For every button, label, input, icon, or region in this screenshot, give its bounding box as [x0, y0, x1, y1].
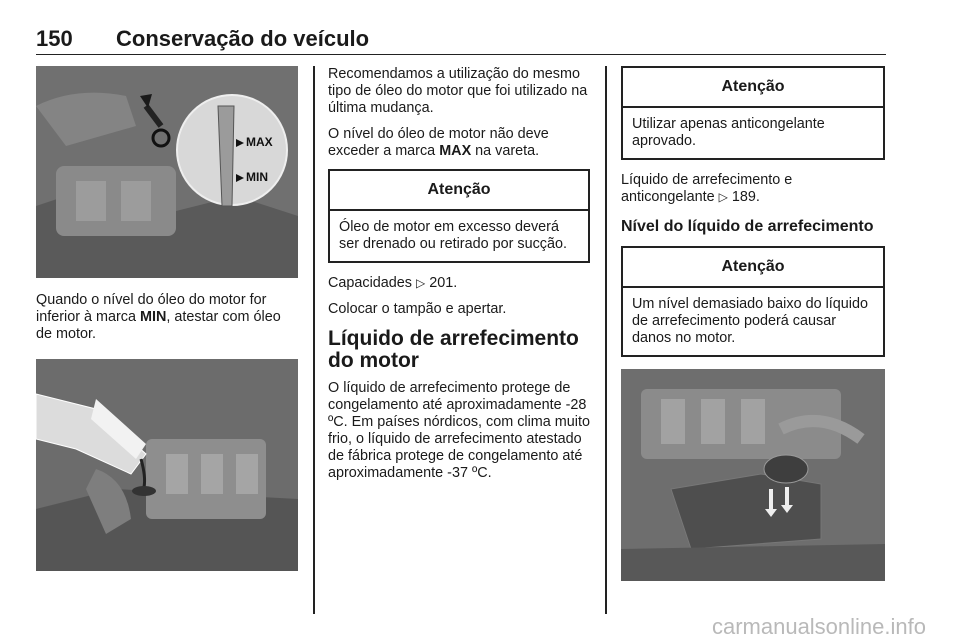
attention-body: Utilizar apenas anticongelante aprovado. [632, 116, 825, 149]
column-divider-1 [313, 66, 315, 614]
cap-paragraph: Colocar o tampão e apertar. [328, 301, 507, 317]
column-3 [621, 66, 885, 581]
oil-pouring-image [36, 359, 298, 571]
attention-body: Um nível demasiado baixo do líquido de arrefecimento poderá causar danos no motor. [632, 296, 868, 346]
max-paragraph: O nível do óleo de motor não deve exceder a marca MAX na vareta. [328, 126, 549, 159]
coolant-section-heading: Líquido de arrefecimento do motor [328, 327, 579, 372]
page-number: 150 [36, 26, 73, 51]
capacities-paragraph: Capacidades ▷ 201. [328, 275, 458, 291]
column-2 [328, 66, 590, 491]
antifreeze-page-ref[interactable]: 189 [731, 189, 756, 205]
attention-title: Atenção [330, 171, 588, 211]
attention-body: Óleo de motor em excesso deverá ser drenado ou retirado por sucção. [339, 219, 567, 252]
dipstick-illustration [36, 66, 298, 278]
page-ref-arrow-icon: ▷ [718, 190, 728, 204]
coolant-level-subheading: Nível do líquido de arrefecimento [621, 218, 874, 235]
max-label: MAX [246, 135, 273, 149]
coolant-paragraph: O líquido de arrefecimento protege de congelamento até aproximadamente -28 ºC. Em países nórdicos, com clima muito frio, o líquido de arrefecimento atestado de fábrica protege de congelamento até aproximadamente -37 ºC. [328, 380, 590, 481]
capacities-page-ref[interactable]: 201 [429, 275, 454, 291]
oil-type-paragraph: Recomendamos a utilização do mesmo tipo de óleo do motor que foi utilizado na última mudança. [328, 66, 588, 116]
antifreeze-ref-paragraph: Líquido de arrefecimento e anticongelante ▷ 189. [621, 172, 793, 205]
column-1 [36, 66, 298, 571]
attention-box-excess-oil [328, 169, 590, 263]
attention-title: Atenção [623, 68, 883, 108]
oil-filling-illustration [36, 359, 298, 571]
attention-box-antifreeze [621, 66, 885, 160]
attention-title: Atenção [623, 248, 883, 288]
attention-box-low-coolant [621, 246, 885, 357]
coolant-reservoir-illustration [621, 369, 885, 581]
coolant-reservoir-image [621, 369, 885, 581]
page-title: Conservação do veículo [116, 26, 370, 51]
page-header [36, 26, 886, 55]
page-ref-arrow-icon: ▷ [416, 276, 426, 290]
min-paragraph: Quando o nível do óleo do motor for inferior à marca MIN, atestar com óleo de motor. [36, 292, 281, 342]
min-label: MIN [246, 170, 268, 184]
watermark: carmanualsonline.info [711, 614, 926, 639]
column-divider-2 [605, 66, 607, 614]
